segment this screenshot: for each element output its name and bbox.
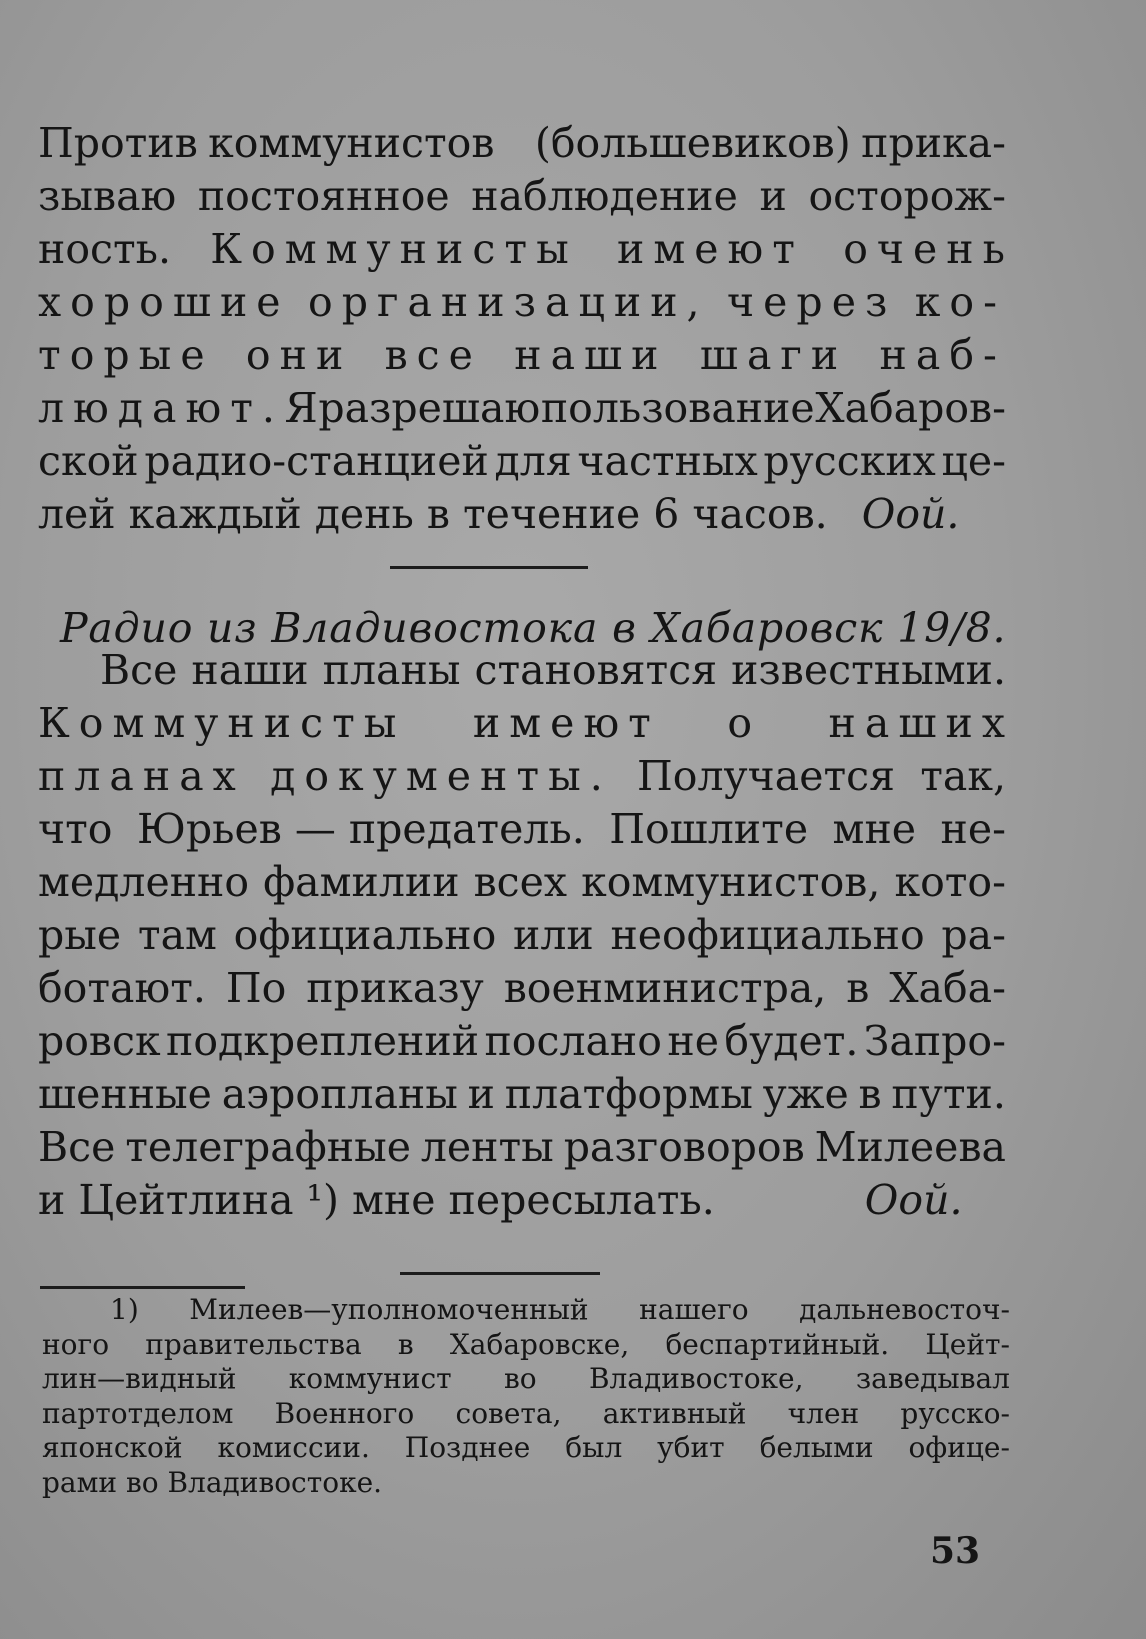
- footnote: [42, 1293, 1010, 1500]
- text-line-last: [38, 1174, 1006, 1227]
- divider: [390, 566, 588, 569]
- text-line-last: [38, 488, 1006, 541]
- footnote-line: партотделом Военного совета, активный член русско-: [42, 1396, 1010, 1430]
- text-line: ской радио-станцией для частных русских це-: [38, 437, 1006, 485]
- text-line: ботают. По приказу военминистра, в Хаба-: [38, 964, 1006, 1012]
- signature: Оой.: [864, 1176, 963, 1224]
- text-line: что Юрьев — предатель. Пошлите мне не-: [38, 805, 1006, 853]
- para2-last-line: и Цейтлина ¹) мне пересылать.: [38, 1176, 715, 1224]
- divider: [400, 1272, 600, 1275]
- text-line: рые там официально или неофициально ра-: [38, 911, 1006, 959]
- footnote-line: 1) Милеев—уполномоченный нашего дальневосточ-: [110, 1293, 1010, 1326]
- paragraph-2: [38, 644, 1014, 1227]
- text-line: планах документы. Получается так,: [38, 752, 1006, 800]
- text-line: людают. Я разрешаю пользование Хабаров-: [38, 384, 1006, 432]
- text-line: медленно фамилии всех коммунистов, кото-: [38, 858, 1006, 906]
- text-line: шенные аэропланы и платформы уже в пути.: [38, 1070, 1006, 1118]
- page-number: 53: [930, 1530, 981, 1572]
- footnote-line: японской комиссии. Позднее был убит белыми офице-: [42, 1431, 1010, 1464]
- signature: Оой.: [861, 490, 960, 538]
- text-line: ровск подкреплений послано не будет. Запро-: [38, 1017, 1006, 1065]
- footnote-line: лин—видный коммунист во Владивостоке, заведывал: [42, 1362, 1010, 1395]
- paragraph-1: [38, 117, 1014, 541]
- footnote-separator: [40, 1286, 245, 1289]
- footnote-line-last: рами во Владивостоке.: [42, 1465, 383, 1499]
- text-line: ность. Коммунисты имеют очень: [38, 225, 1014, 273]
- text-line: хорошие организации, через ко-: [38, 278, 1006, 326]
- text-line: Коммунисты имеют о наших: [38, 699, 1014, 747]
- text-line: Все наши планы становятся известными.: [100, 646, 1006, 694]
- text-line: Против коммунистов (большевиков) прика-: [38, 119, 1006, 167]
- text-line: Все телеграфные ленты разговоров Милеева: [38, 1123, 1006, 1171]
- footnote-line: ного правительства в Хабаровске, беспартийный. Цейт-: [42, 1327, 1010, 1361]
- text-line: торые они все наши шаги наб-: [38, 331, 1006, 379]
- radio-heading: Радио из Владивостока в Хабаровск 19/8.: [60, 604, 1007, 652]
- para1-last-line: лей каждый день в течение 6 часов.: [38, 490, 828, 538]
- text-line: зываю постоянное наблюдение и осторож-: [38, 172, 1006, 220]
